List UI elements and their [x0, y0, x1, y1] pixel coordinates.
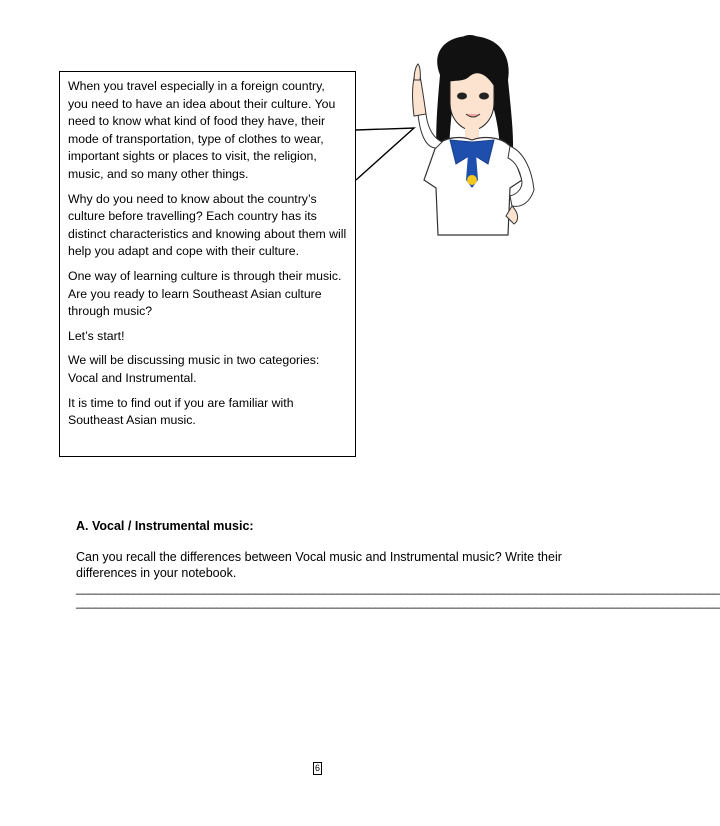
section-title: A. Vocal / Instrumental music: [76, 519, 254, 533]
student-character-illustration [390, 30, 565, 245]
speech-paragraph: One way of learning culture is through their music. Are you ready to learn Southeast Asian culture through music? [68, 268, 342, 319]
speech-paragraph: We will be discussing music in two categories: Vocal and Instrumental. [68, 353, 320, 385]
section-question: Can you recall the differences between Vocal music and Instrumental music? Write their differences in your notebook. [76, 550, 562, 580]
speech-paragraph: Let’s start! [68, 328, 125, 343]
answer-line: _____________________________________________________________________________________________________ [76, 595, 720, 609]
speech-paragraph: When you travel especially in a foreign country, you need to have an idea about their culture. You need to know what kind of food they have, their mode of transportation, type of clothes to wear, important sights or places to visit, the religion, music, and so many other things. [68, 79, 336, 181]
speech-bubble [59, 71, 356, 457]
page-number: 6 [314, 763, 320, 773]
answer-line: _____________________________________________________________________________________________________ [76, 581, 720, 595]
speech-paragraph: Why do you need to know about the country’s culture before travelling? Each country has its distinct characteristics and knowing about them will help you adapt and cope with their culture. [68, 191, 347, 259]
vocal-instrumental-section [76, 519, 720, 609]
speech-paragraph: It is time to find out if you are familiar with Southeast Asian music. [68, 395, 294, 428]
